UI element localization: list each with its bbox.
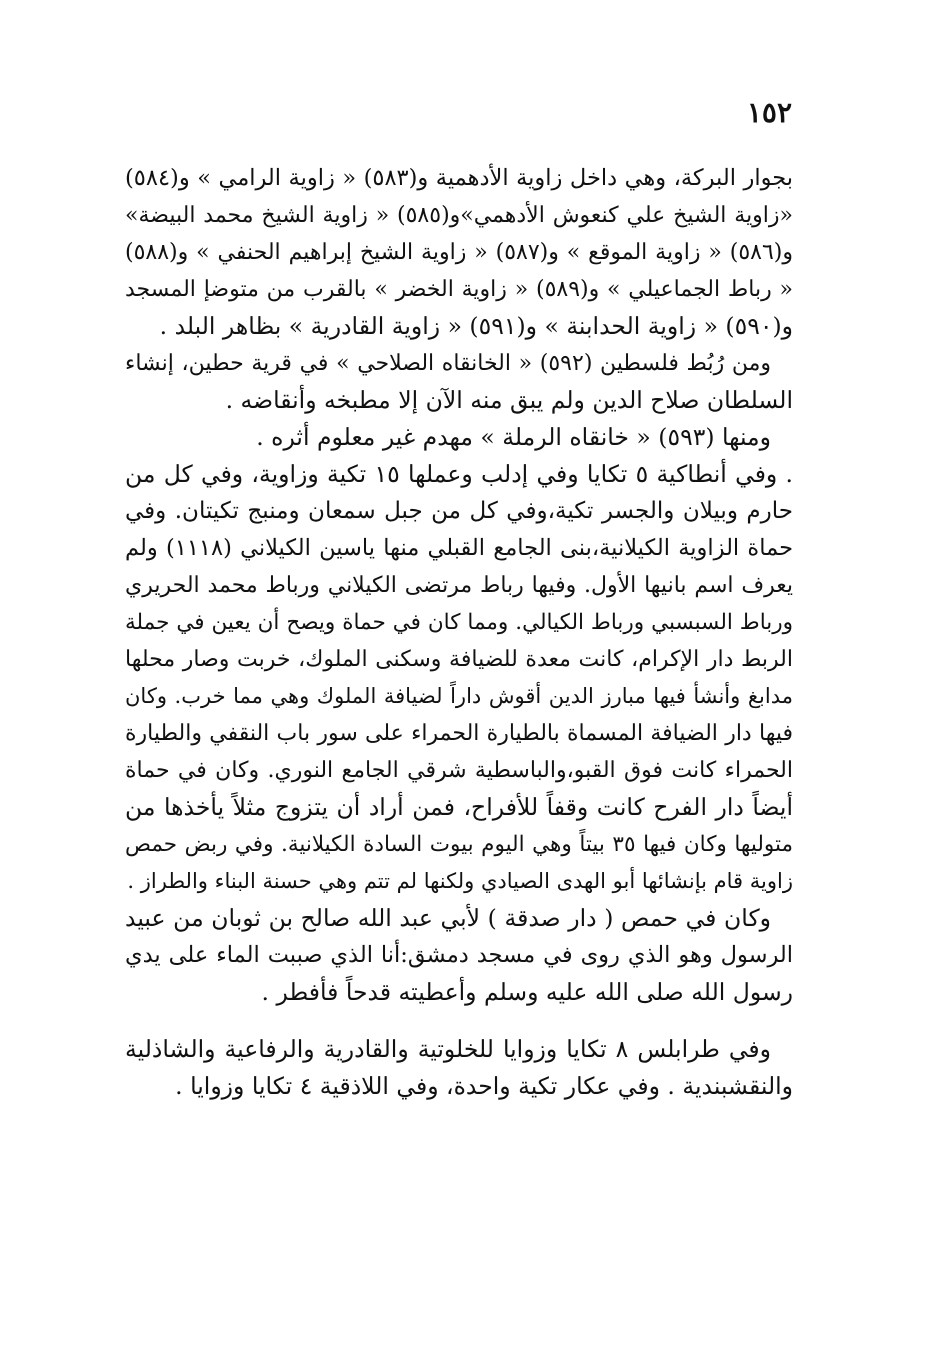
paragraph-gap (125, 1011, 793, 1031)
text-line: حارم وبيلان والجسر تكية،وفي كل من جبل سمعان ومنبج تكيتان. وفي (125, 498, 793, 524)
text-line: و(٥٨٦) « زاوية الموقع » و(٥٨٧) « زاوية الشيخ إبراهيم الحنفي » و(٥٨٨) (125, 240, 793, 265)
text-line: فيها دار الضيافة المسماة بالطيارة الحمراء على سور باب النقفي والطيارة (125, 721, 793, 746)
paragraph (125, 160, 793, 345)
text-line: ورباط السبسبي ورباط الكيالي. ومما كان في حماة ويصح أن يعين في جملة (125, 610, 793, 635)
text-line: «زاوية الشيخ علي كنعوش الأدهمي»و(٥٨٥) « زاوية الشيخ محمد البيضة» (125, 203, 794, 228)
text-line: بجوار البركة، وهي داخل زاوية الأدهمية و(٥٨٣) « زاوية الرامي » و(٥٨٤) (125, 165, 793, 191)
text-line: يعرف اسم بانيها الأول. وفيها رباط مرتضى الكيلاني ورباط محمد الحريري (125, 573, 793, 598)
text-line: أيضاً دار الفرح كانت وقفاً للأفراح، فمن أراد أن يتزوج مثلاً يأخذها من (125, 793, 793, 821)
paragraph (125, 456, 793, 900)
paragraph (125, 345, 793, 419)
page-number: ١٥٢ (746, 96, 792, 129)
paragraph (125, 1031, 793, 1105)
text-line: رسول الله صلى الله عليه وسلم وأعطيته قدحاً فأفطر . (261, 978, 793, 1006)
text-line: السلطان صلاح الدين ولم يبق منه الآن إلا مطبخه وأنقاضه . (225, 386, 793, 414)
text-line: الحمراء كانت فوق القبو،والباسطية شرقي الجامع النوري. وكان في حماة (125, 758, 793, 783)
text-line: و(٥٩٠) « زاوية الحدابنة » و(٥٩١) « زاوية القادرية » بظاهر البلد . (159, 312, 793, 340)
text-line: وكان في حمص ( دار صدقة ) لأبي عبد الله صالح بن ثوبان من عبيد (125, 904, 771, 932)
text-line: وفي طرابلس ٨ تكايا وزوايا للخلوتية والقادرية والرفاعية والشاذلية (125, 1035, 771, 1063)
text-line: « رباط الجماعيلي » و(٥٨٩) « زاوية الخضر » بالقرب من متوضإ المسجد (125, 277, 793, 302)
paragraph (125, 419, 793, 456)
text-line: الرسول وهو الذي روى في مسجد دمشق:أنا الذي صببت الماء على يدي (125, 942, 793, 968)
text-line: ومن رُبُط فلسطين (٥٩٢) « الخانقاه الصلاحي » في قرية حطين، إنشاء (125, 351, 771, 376)
text-line: والنقشبندية . وفي عكار تكية واحدة، وفي اللاذقية ٤ تكايا وزوايا . (175, 1072, 793, 1100)
text-line: زاوية قام بإنشائها أبو الهدى الصيادي ولكنها لم تتم وهي حسنة البناء والطراز . (127, 869, 793, 893)
text-line: مدابغ وأنشأ فيها مبارز الدين أقوش داراً لضيافة الملوك وهي مما خرب. وكان (125, 684, 793, 708)
paragraph (125, 900, 793, 1011)
text-line: ومنها (٥٩٣) « خانقاه الرملة » مهدم غير معلوم أثره . (256, 423, 771, 451)
text-line: الربط دار الإكرام، كانت معدة للضيافة وسكنى الملوك، خربت وصار محلها (125, 647, 793, 672)
page-body (125, 160, 793, 1105)
text-line: متوليها وكان فيها ٣٥ بيتاً وهي اليوم بيوت السادة الكيلانية. وفي ربض حمص (125, 832, 793, 857)
text-line: . وفي أنطاكية ٥ تكايا وفي إدلب وعملها ١٥ تكية وزاوية، وفي كل من (125, 460, 794, 488)
text-line: حماة الزاوية الكيلانية،بنى الجامع القبلي منها ياسين الكيلاني (١١١٨) ولم (125, 535, 793, 561)
